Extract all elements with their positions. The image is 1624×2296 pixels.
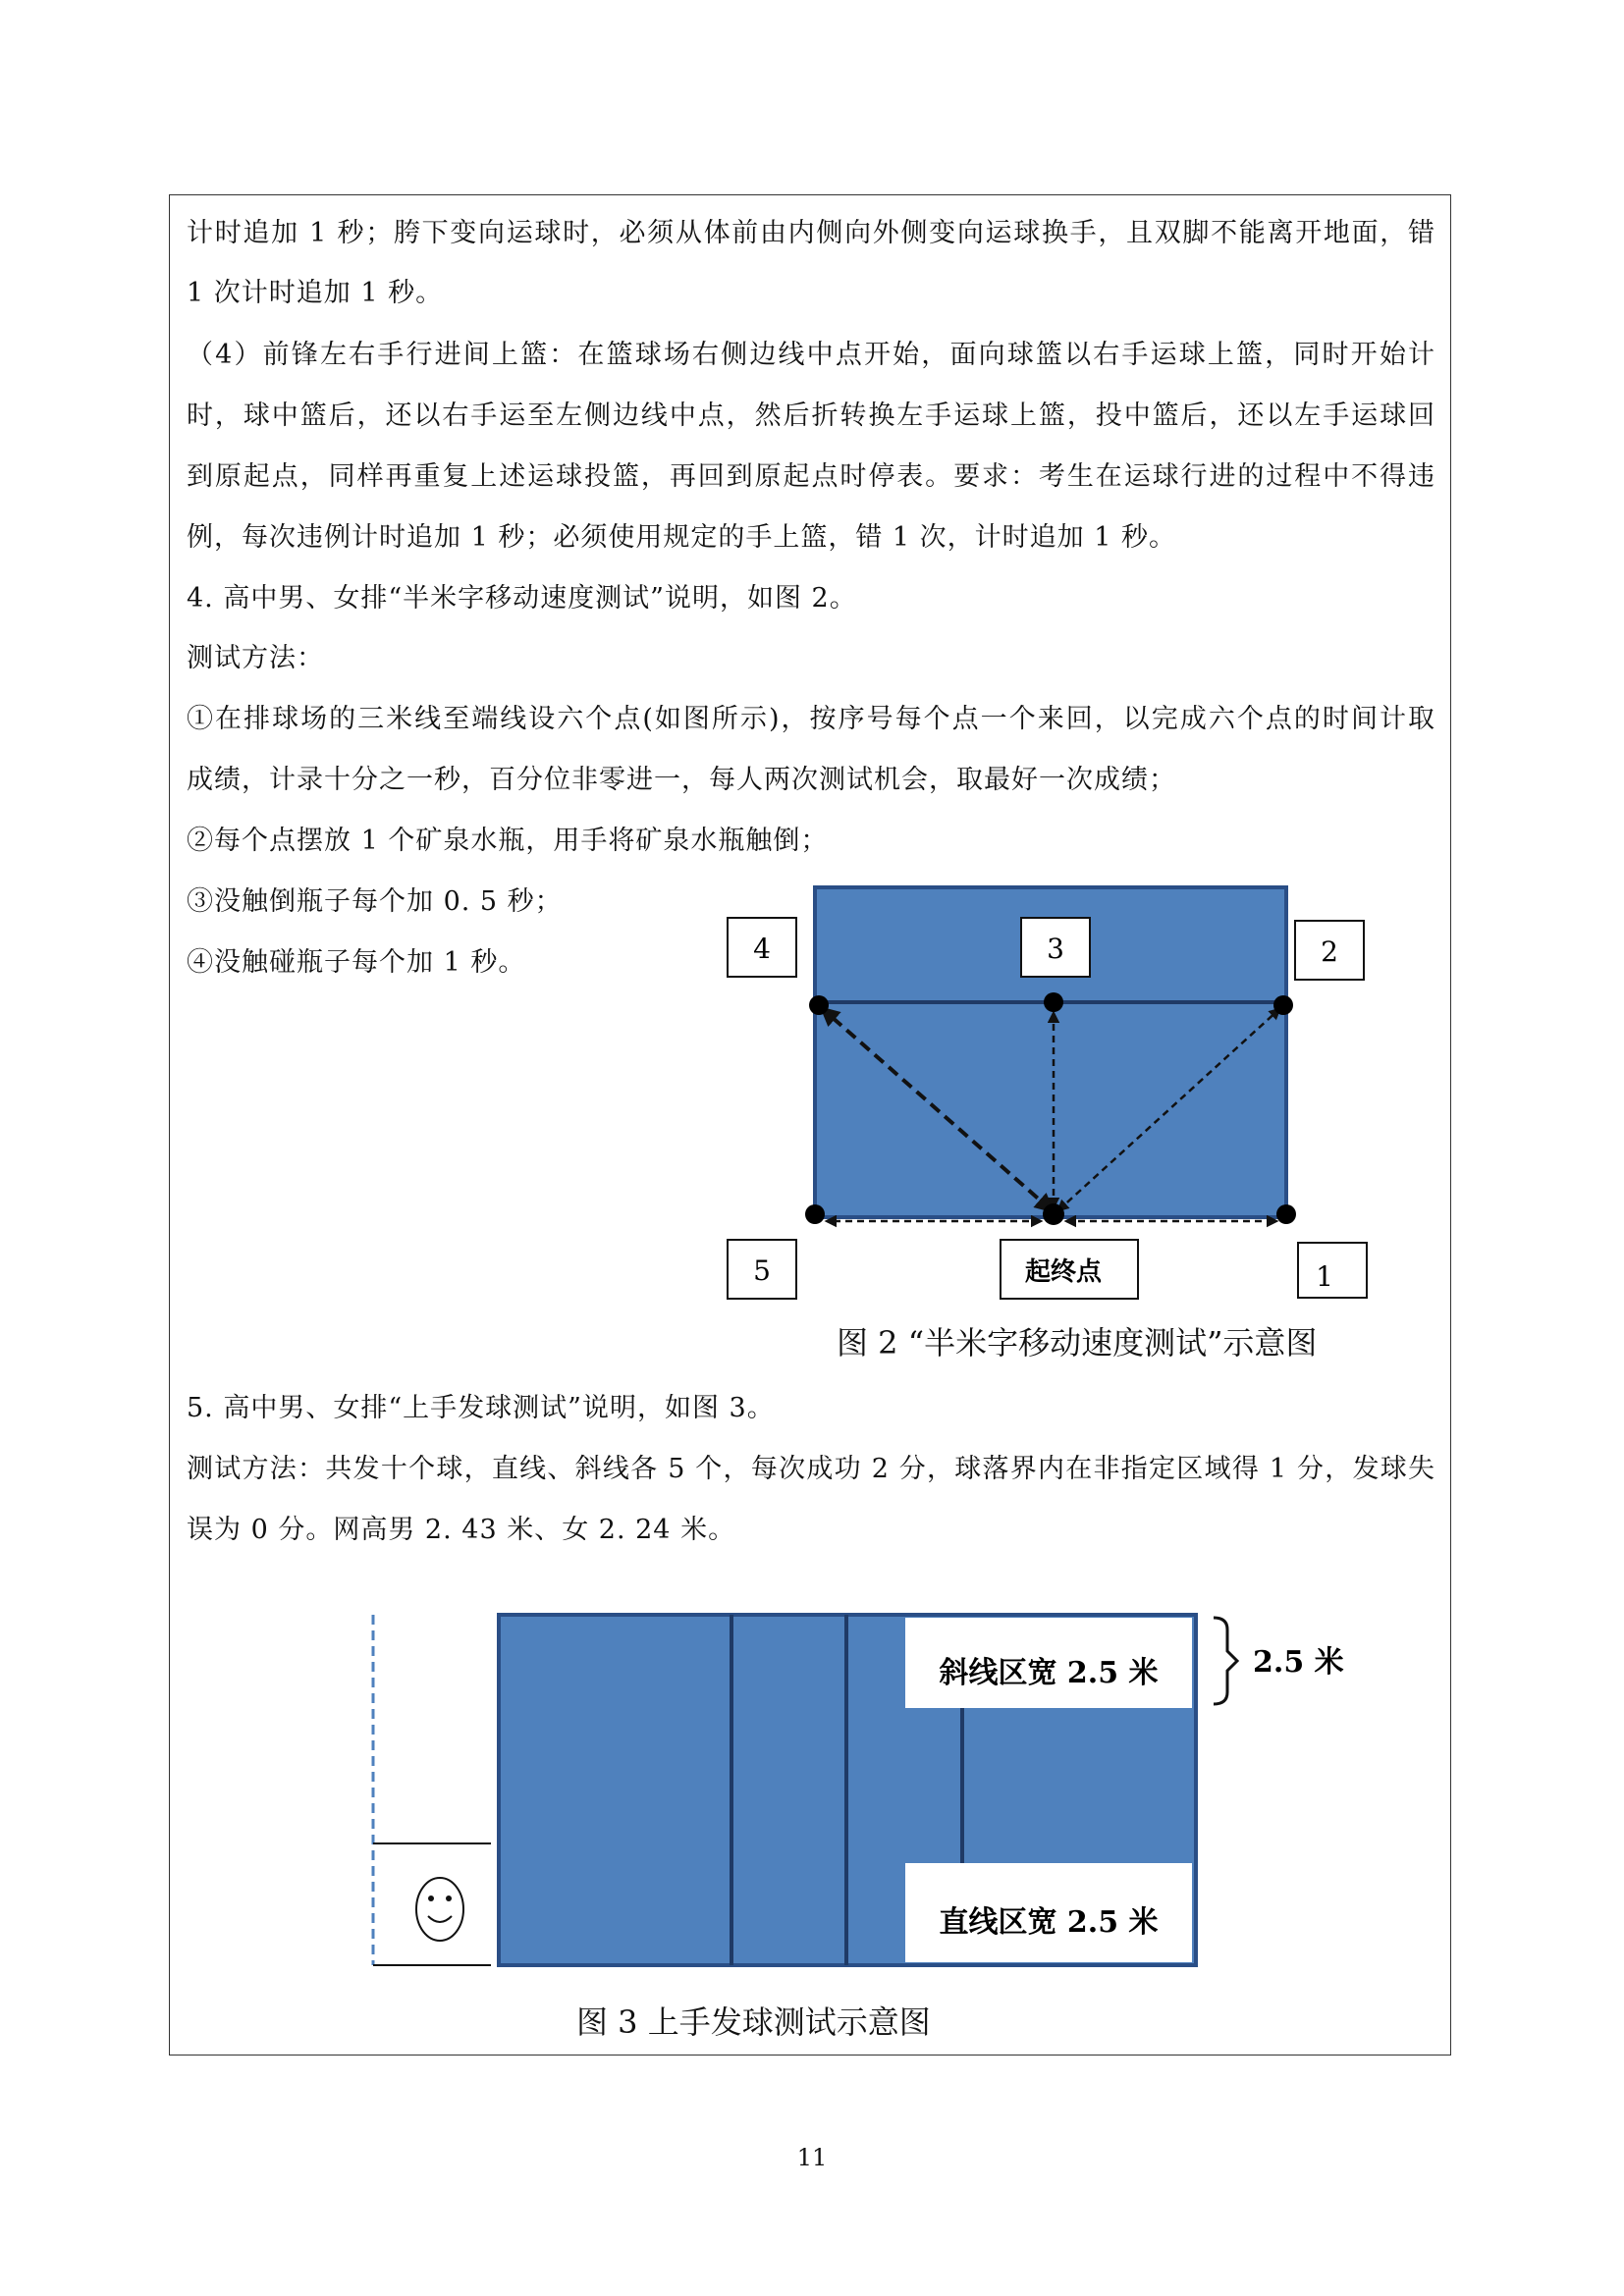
start-end-label: 起终点 (1024, 1257, 1103, 1287)
page-number: 11 (796, 2144, 828, 2171)
text-line: 测试方法：共发十个球，直线、斜线各 5 个，每次成功 2 分，球落界内在非指定区域得 1 分，发球失 (187, 1454, 1435, 1484)
text-line: 测试方法： (187, 643, 324, 673)
figure-3-caption: 图 3 上手发球测试示意图 (576, 2003, 931, 2041)
figure-2-caption: 图 2 “半米字移动速度测试”示意图 (837, 1324, 1318, 1362)
text-line: ①在排球场的三米线至端线设六个点(如图所示)，按序号每个点一个来回，以完成六个点的时间计取 (187, 704, 1435, 734)
text-line: 时，球中篮后，还以右手运至左侧边线中点，然后折转换左手运球上篮，投中篮后，还以左手运球回 (187, 400, 1435, 431)
section-heading: 5. 高中男、女排“上手发球测试”说明，如图 3。 (187, 1393, 775, 1423)
point-label-1: 1 (1316, 1260, 1333, 1293)
straight-zone-label: 直线区宽 2.5 米 (939, 1905, 1159, 1940)
section-heading: 4. 高中男、女排“半米字移动速度测试”说明，如图 2。 (187, 583, 857, 614)
list-item: ④没触碰瓶子每个加 1 秒。 (187, 947, 526, 978)
text-line: 成绩，计录十分之一秒，百分位非零进一，每人两次测试机会，取最好一次成绩； (187, 765, 1176, 795)
point-label-3: 3 (1047, 933, 1064, 965)
width-label: 2.5 米 (1253, 1645, 1344, 1680)
point-label-2: 2 (1321, 935, 1338, 968)
diagonal-zone-label: 斜线区宽 2.5 米 (939, 1656, 1159, 1690)
list-item: ②每个点摆放 1 个矿泉水瓶，用手将矿泉水瓶触倒； (187, 826, 829, 856)
text-line: 到原起点，同样再重复上述运球投篮，再回到原起点时停表。要求：考生在运球行进的过程中不得违 (187, 461, 1435, 492)
text-line: 例，每次违例计时追加 1 秒；必须使用规定的手上篮，错 1 次，计时追加 1 秒。 (187, 522, 1177, 553)
smiley-face-icon (416, 1878, 463, 1941)
text-line: 误为 0 分。网高男 2. 43 米、女 2. 24 米。 (187, 1515, 736, 1545)
width-brace-icon (1214, 1618, 1237, 1704)
text-line: 计时追加 1 秒；胯下变向运球时，必须从体前由内侧向外侧变向运球换手，且双脚不能离开地面，错 (187, 218, 1435, 248)
text-line: 1 次计时追加 1 秒。 (187, 278, 444, 308)
list-item: ③没触倒瓶子每个加 0. 5 秒； (187, 886, 563, 917)
point-label-4: 4 (753, 933, 771, 965)
point-label-5: 5 (753, 1255, 771, 1287)
text-line: （4）前锋左右手行进间上篮：在篮球场右侧边线中点开始，面向球篮以右手运球上篮，同时开始计 (187, 340, 1435, 370)
